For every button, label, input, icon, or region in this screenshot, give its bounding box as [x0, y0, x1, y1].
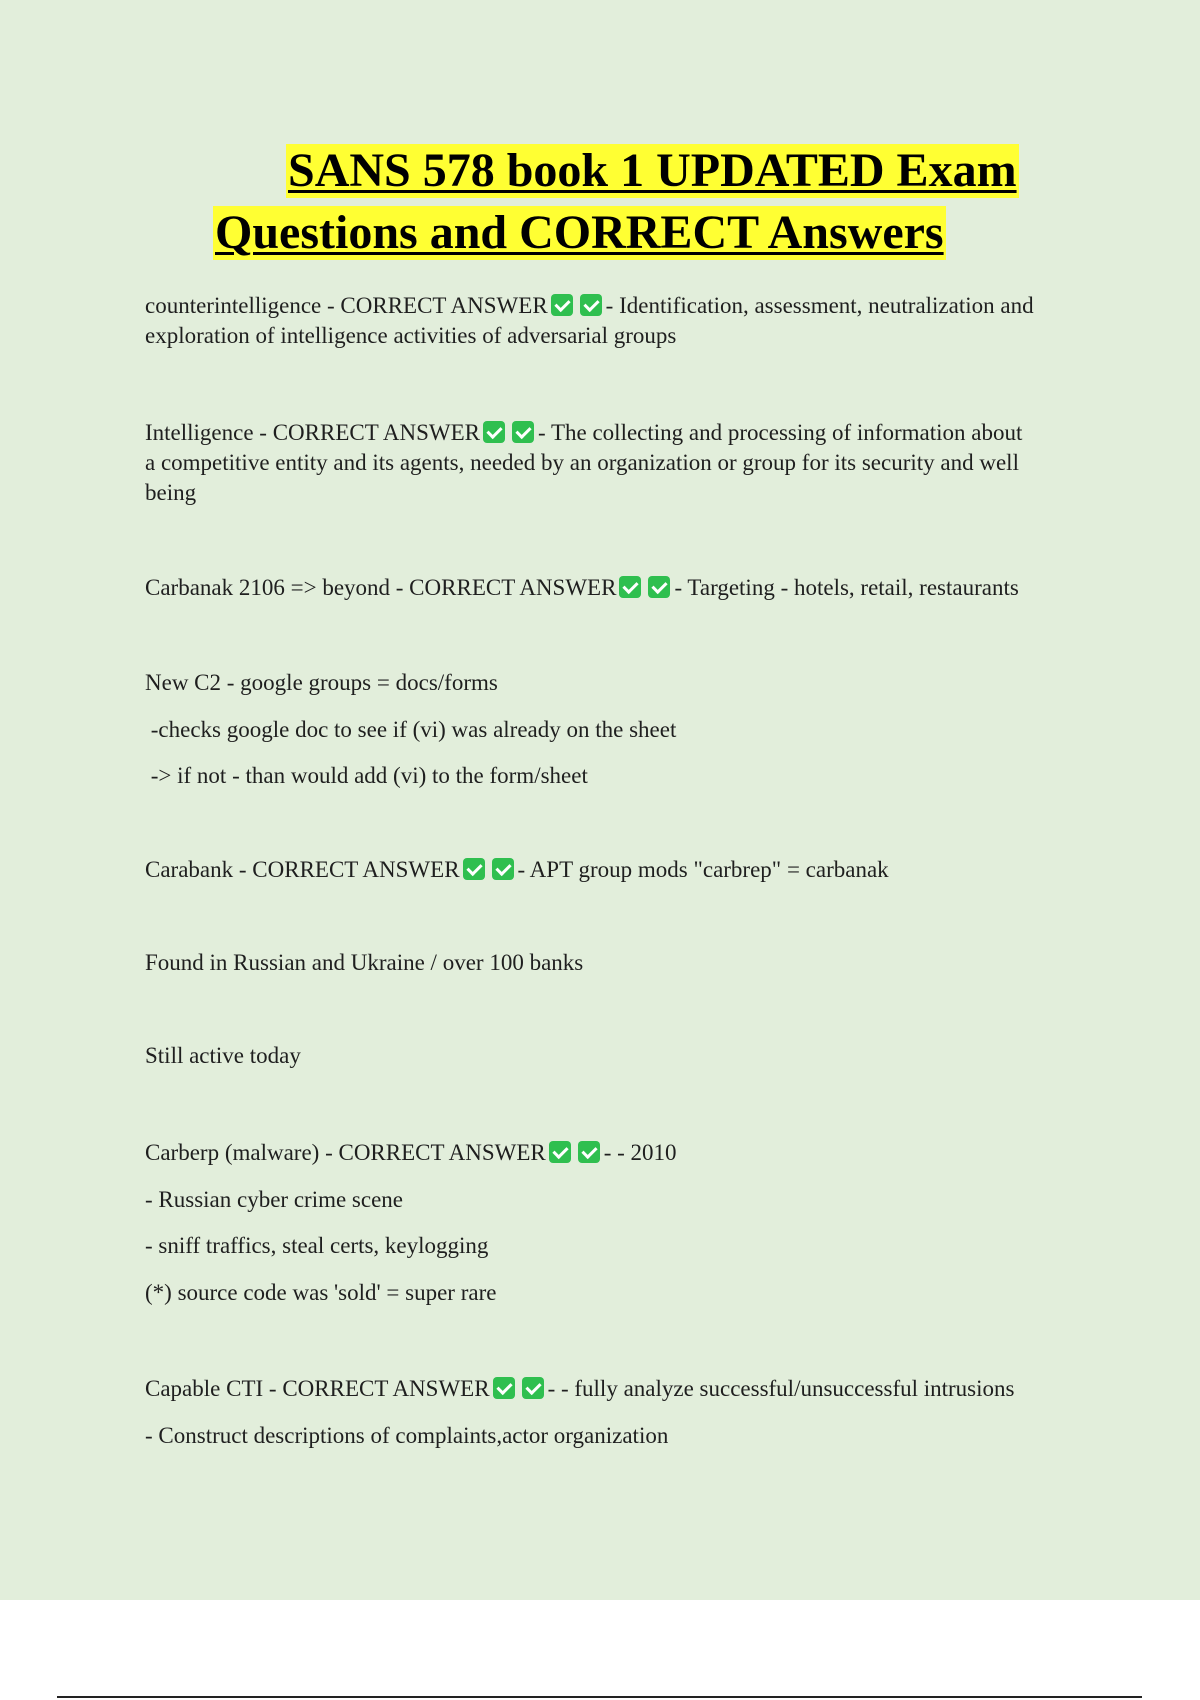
- qa-answer-continued: a competitive entity and its agents, needed by an organization or group for its security and well: [145, 450, 1019, 475]
- check-mark-icon: [512, 421, 534, 443]
- note-line: - sniff traffics, steal certs, keylogging: [145, 1233, 489, 1258]
- note-line: -> if not - than would add (vi) to the form/sheet: [145, 763, 588, 788]
- qa-answer-continued: being: [145, 480, 197, 505]
- qa-entry-intelligence: [145, 418, 1090, 508]
- note-line: Still active today: [145, 1043, 301, 1068]
- qa-entry-carbanak: [145, 573, 1090, 603]
- qa-term: Carbanak 2106 => beyond - CORRECT ANSWER: [145, 575, 617, 600]
- note-line: - Russian cyber crime scene: [145, 1187, 404, 1212]
- check-mark-icon: [580, 294, 602, 316]
- qa-answer: - - 2010: [603, 1140, 677, 1165]
- qa-line: [145, 418, 1090, 448]
- qa-entry-counterintelligence: [145, 291, 1090, 351]
- qa-answer: - - fully analyze successful/unsuccessful intrusions: [547, 1376, 1015, 1401]
- qa-term: counterintelligence - CORRECT ANSWER: [145, 293, 548, 318]
- qa-term: Carabank - CORRECT ANSWER: [145, 857, 460, 882]
- qa-answer: - Targeting - hotels, retail, restaurants: [674, 575, 1019, 600]
- title-line-2: Questions and CORRECT Answers: [215, 206, 944, 259]
- check-mark-icon: [483, 421, 505, 443]
- qa-answer: - Identification, assessment, neutralization and: [605, 293, 1034, 318]
- footer-divider: [57, 1696, 1142, 1698]
- check-mark-icon: [493, 1377, 515, 1399]
- check-mark-icon: [578, 1141, 600, 1163]
- qa-term: Capable CTI - CORRECT ANSWER: [145, 1376, 490, 1401]
- qa-entry-carberp: [145, 1138, 1090, 1168]
- check-mark-icon: [619, 576, 641, 598]
- note-line: - Construct descriptions of complaints,actor organization: [145, 1423, 669, 1448]
- check-mark-icon: [463, 858, 485, 880]
- check-mark-icon: [522, 1377, 544, 1399]
- title-line-1: SANS 578 book 1 UPDATED Exam: [288, 144, 1017, 197]
- qa-line: [145, 855, 1090, 885]
- check-mark-icon: [551, 294, 573, 316]
- qa-line: [145, 291, 1090, 321]
- note-line: (*) source code was 'sold' = super rare: [145, 1280, 497, 1305]
- note-line: New C2 - google groups = docs/forms: [145, 670, 498, 695]
- note-line: Found in Russian and Ukraine / over 100 banks: [145, 950, 584, 975]
- qa-line: [145, 1138, 1090, 1168]
- note-line: -checks google doc to see if (vi) was already on the sheet: [145, 717, 677, 742]
- check-mark-icon: [549, 1141, 571, 1163]
- qa-entry-capable-cti: [145, 1374, 1090, 1404]
- check-mark-icon: [648, 576, 670, 598]
- qa-line: [145, 573, 1090, 603]
- qa-line: [145, 1374, 1090, 1404]
- qa-answer: - APT group mods "carbrep" = carbanak: [517, 857, 889, 882]
- qa-answer-continued: exploration of intelligence activities of adversarial groups: [145, 323, 677, 348]
- qa-term: Carberp (malware) - CORRECT ANSWER: [145, 1140, 546, 1165]
- check-mark-icon: [492, 858, 514, 880]
- qa-entry-carabank: [145, 855, 1090, 885]
- qa-term: Intelligence - CORRECT ANSWER: [145, 420, 480, 445]
- qa-answer: - The collecting and processing of information about: [537, 420, 1023, 445]
